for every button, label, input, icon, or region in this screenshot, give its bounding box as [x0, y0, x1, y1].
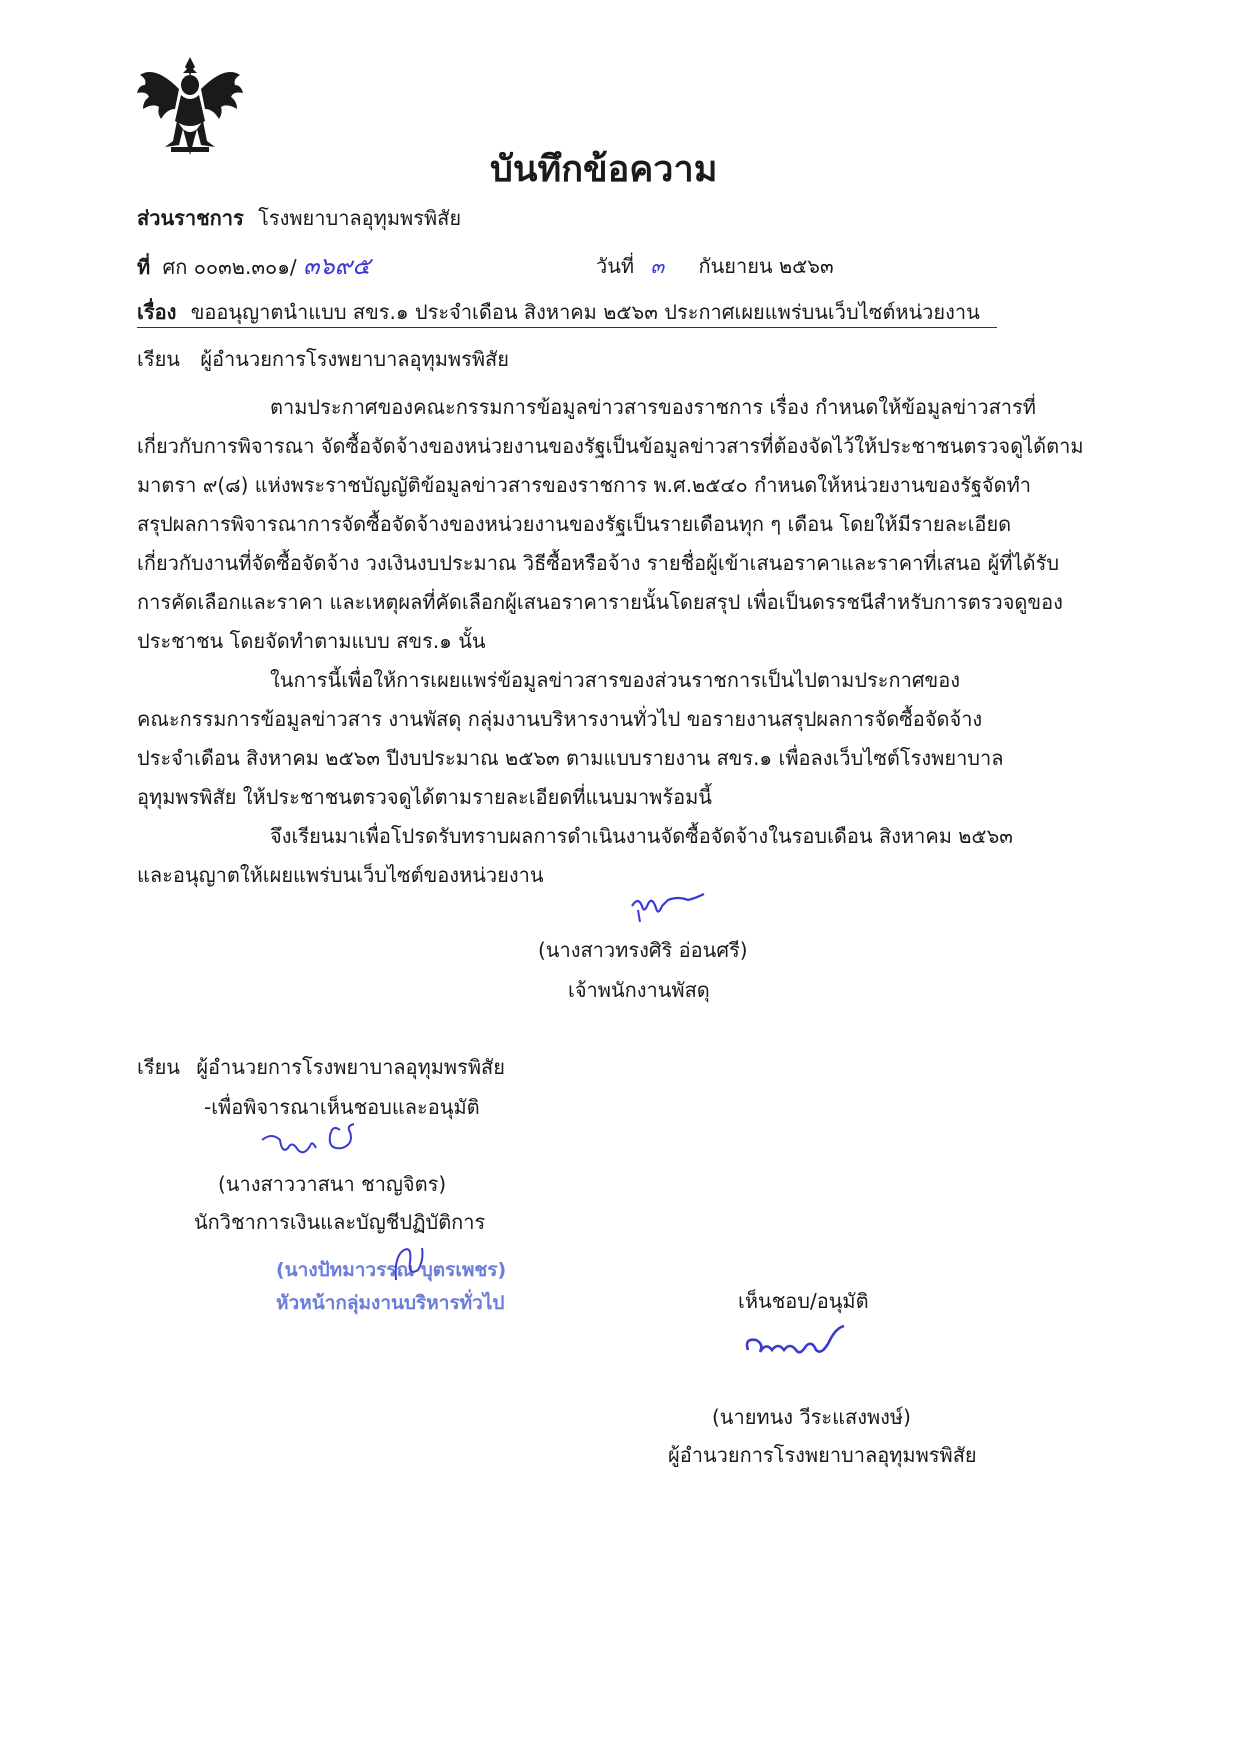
endorser-position: นักวิชาการเงินและบัญชีปฏิบัติการ	[194, 1210, 486, 1234]
body-line: การคัดเลือกและราคา และเหตุผลที่คัดเลือกผู้เสนอราคารายนั้นโดยสรุป เพื่อเป็นดรรชนีสำหรับการตรวจดูของ	[137, 590, 1063, 614]
reference-handwritten-number: ๓๖๙๕	[303, 252, 371, 280]
approval-label: เห็นชอบ/อนุมัติ	[738, 1289, 869, 1313]
body-line: จึงเรียนมาเพื่อโปรดรับทราบผลการดำเนินงานจัดซื้อจัดจ้างในรอบเดือน สิงหาคม ๒๕๖๓	[270, 824, 1013, 848]
signature-stamp-head	[390, 1240, 430, 1290]
subject-label: เรื่อง	[137, 300, 177, 324]
approver-name: (นายทนง วีระแสงพงษ์)	[712, 1405, 911, 1429]
body-line: ประชาชน โดยจัดทำตามแบบ สขร.๑ นั้น	[137, 629, 486, 653]
signature-signer1	[628, 888, 708, 928]
subject-row	[137, 298, 980, 326]
date-label: วันที่	[596, 254, 635, 278]
signer1-name: (นางสาวทรงศิริ อ่อนศรี)	[538, 938, 748, 962]
body-line: เกี่ยวกับงานที่จัดซื้อจัดจ้าง วงเงินงบประมาณ วิธีซื้อหรือจ้าง รายชื่อผู้เข้าเสนอราคาและราคาที่เสนอ ผู้ที่ได้รับ	[137, 551, 1060, 575]
agency-label: ส่วนราชการ	[137, 206, 244, 230]
memo-title: บันทึกข้อความ	[490, 149, 718, 190]
signer1-position: เจ้าพนักงานพัสดุ	[568, 978, 710, 1002]
subject-underline	[137, 327, 997, 328]
body-line: ในการนี้เพื่อให้การเผยแพร่ข้อมูลข่าวสารของส่วนราชการเป็นไปตามประกาศของ	[270, 668, 960, 692]
endorsement-salutation-label: เรียน	[137, 1055, 180, 1079]
body-line: สรุปผลการพิจารณาการจัดซื้อจัดจ้างของหน่วยงานของรัฐเป็นรายเดือนทุก ๆ เดือน โดยให้มีรายละเอียด	[137, 512, 1012, 536]
endorsement-salutation	[137, 1053, 505, 1081]
agency-value: โรงพยาบาลอุทุมพรพิสัย	[258, 206, 462, 230]
stamp-name: (นางปัทมาวรรณ บุตรเพชร)	[276, 1259, 507, 1281]
body-line: ตามประกาศของคณะกรรมการข้อมูลข่าวสารของราชการ เรื่อง กำหนดให้ข้อมูลข่าวสารที่	[270, 395, 1036, 419]
signature-director	[742, 1320, 852, 1365]
body-line: ประจำเดือน สิงหาคม ๒๕๖๓ ปีงบประมาณ ๒๕๖๓ ตามแบบรายงาน สขร.๑ เพื่อลงเว็บไซต์โรงพยาบาล	[137, 746, 1004, 770]
signature-endorser	[258, 1120, 368, 1170]
endorsement-note: -เพื่อพิจารณาเห็นชอบและอนุมัติ	[204, 1095, 480, 1119]
date-row	[596, 252, 834, 280]
body-line: คณะกรรมการข้อมูลข่าวสาร งานพัสดุ กลุ่มงานบริหารงานทั่วไป ขอรายงานสรุปผลการจัดซื้อจัดจ้าง	[137, 707, 983, 731]
reference-value: ศก ๐๐๓๒.๓๐๑/	[162, 255, 297, 279]
body-line: และอนุญาตให้เผยแพร่บนเว็บไซต์ของหน่วยงาน	[137, 863, 544, 887]
subject-value: ขออนุญาตนำแบบ สขร.๑ ประจำเดือน สิงหาคม ๒๕๖๓ ประกาศเผยแพร่บนเว็บไซต์หน่วยงาน	[190, 300, 980, 324]
agency-row	[137, 204, 461, 232]
reference-label: ที่	[137, 255, 151, 279]
body-line: อุทุมพรพิสัย ให้ประชาชนตรวจดูได้ตามรายละเอียดที่แนบมาพร้อมนี้	[137, 785, 712, 809]
garuda-emblem	[135, 55, 245, 160]
body-line: เกี่ยวกับการพิจารณา จัดซื้อจัดจ้างของหน่วยงานของรัฐเป็นข้อมูลข่าวสารที่ต้องจัดไว้ให้ประชาชนตรวจดูได้ตาม	[137, 434, 1084, 458]
approver-position: ผู้อำนวยการโรงพยาบาลอุทุมพรพิสัย	[668, 1443, 977, 1467]
endorser-name: (นางสาววาสนา ชาญจิตร)	[218, 1172, 447, 1196]
salutation-row	[137, 345, 509, 373]
date-day: ๓	[650, 254, 665, 278]
endorsement-salutation-value: ผู้อำนวยการโรงพยาบาลอุทุมพรพิสัย	[196, 1055, 505, 1079]
stamp-position: หัวหน้ากลุ่มงานบริหารทั่วไป	[276, 1292, 505, 1314]
body-line: มาตรา ๙(๘) แห่งพระราชบัญญัติข้อมูลข่าวสารของราชการ พ.ศ.๒๕๔๐ กำหนดให้หน่วยงานของรัฐจัดทำ	[137, 473, 1032, 497]
reference-row	[137, 252, 370, 281]
salutation-value: ผู้อำนวยการโรงพยาบาลอุทุมพรพิสัย	[200, 347, 509, 371]
salutation-label: เรียน	[137, 347, 180, 371]
date-month-year: กันยายน ๒๕๖๓	[698, 254, 834, 278]
